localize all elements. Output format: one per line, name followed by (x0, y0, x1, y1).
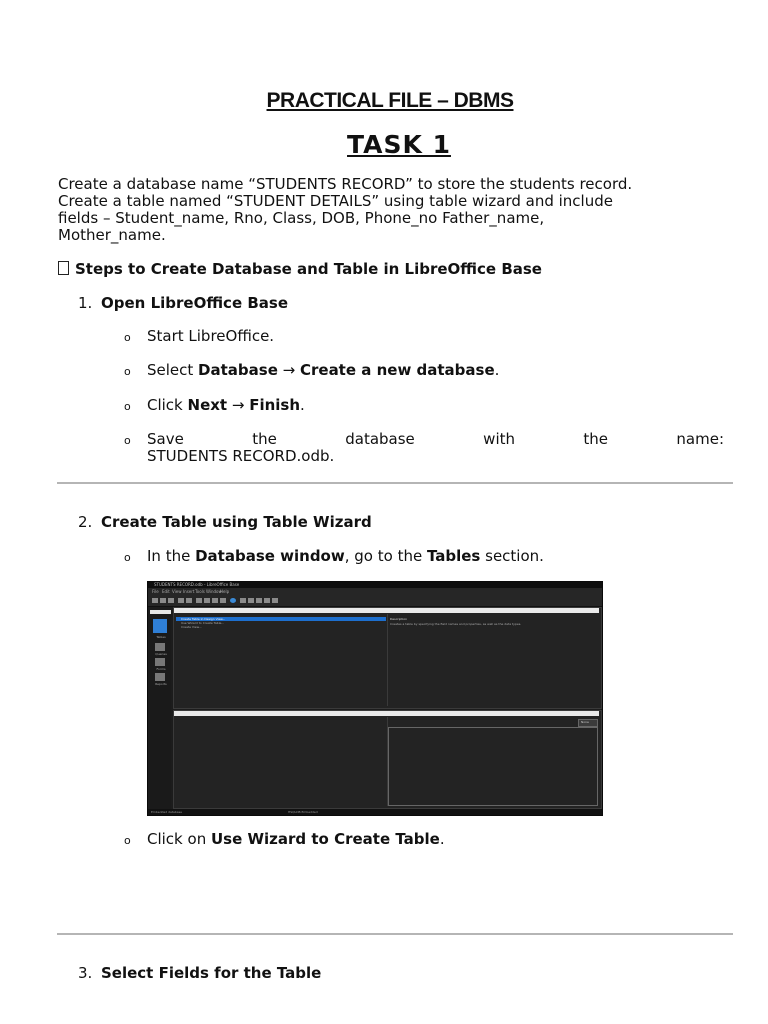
form-icon (220, 598, 226, 603)
description-label: Description (390, 617, 408, 621)
step-title-text: Select Fields for the Table (101, 964, 322, 982)
bullet-icon: o (124, 551, 131, 564)
step-number: 3. (78, 964, 93, 982)
bullet-icon: o (124, 331, 131, 344)
bullet-icon: o (124, 400, 131, 413)
new-icon (152, 598, 158, 603)
menu-item: Help (220, 589, 230, 594)
task-description (58, 176, 723, 244)
bullet-text: In the Database window, go to the Tables section. (147, 547, 544, 565)
missing-glyph-icon (58, 261, 69, 275)
open-icon (160, 598, 166, 603)
menu-item: Window (206, 589, 222, 594)
intro-line-3: fields – Student_name, Rno, Class, DOB, Phone_no Father_name, (58, 209, 545, 227)
bullet-text: Save the database with the name: STUDENTS RECORD.odb. (147, 430, 724, 465)
steps-heading-text: Steps to Create Database and Table in LibreOffice Base (75, 260, 542, 278)
window-title: STUDENTS RECORD.odb - LibreOffice Base (154, 582, 240, 587)
tasks-header (174, 608, 599, 613)
bullet-icon: o (124, 834, 131, 847)
task-item: Create Table in Design View... (181, 617, 226, 621)
objects-header (174, 711, 599, 716)
sort-asc-icon (204, 598, 210, 603)
left-pane-label: Tables (156, 635, 166, 639)
description-text: Creates a table by specifying the field names and properties, as well as the data types. (390, 622, 522, 626)
intro-line-4: Mother_name. (58, 226, 166, 244)
task-item: Use Wizard to Create Table... (181, 621, 225, 625)
step-1-title (78, 294, 288, 312)
left-pane-label: Reports (155, 682, 167, 686)
left-pane-label: Queries (155, 652, 167, 656)
bullet-icon: o (124, 365, 131, 378)
forms-icon (155, 658, 165, 666)
database-pane (150, 610, 171, 810)
pane-divider (387, 614, 388, 706)
save-icon (168, 598, 174, 603)
status-text: Embedded database (151, 810, 182, 814)
reports-icon (155, 673, 165, 681)
step-3-title (78, 964, 321, 982)
paste-icon (186, 598, 192, 603)
bullet-icon: o (124, 434, 131, 447)
tables-icon (153, 619, 167, 633)
sort-desc-icon (212, 598, 218, 603)
intro-line-1: Create a database name “STUDENTS RECORD” to store the students record. (58, 175, 633, 193)
view-icon (256, 598, 262, 603)
view-icon (272, 598, 278, 603)
step-title-text: Open LibreOffice Base (101, 294, 288, 312)
step-number: 2. (78, 513, 93, 531)
toolbar (148, 595, 602, 607)
intro-line-2: Create a table named “STUDENT DETAILS” using table wizard and include (58, 192, 613, 210)
preview-area (388, 727, 598, 806)
step-2-title (78, 513, 372, 531)
menu-bar (148, 588, 602, 595)
view-icon (264, 598, 270, 603)
copy-icon (178, 598, 184, 603)
status-text: HSQLDB Embedded (288, 810, 318, 814)
libreoffice-base-screenshot (147, 581, 603, 816)
left-pane-label: Forms (156, 667, 166, 671)
preview-dropdown-label: None (581, 720, 589, 724)
view-icon (248, 598, 254, 603)
task-title: TASK 1 (347, 130, 451, 159)
help-icon (230, 598, 236, 603)
page-title: PRACTICAL FILE – DBMS (266, 89, 514, 112)
bullet-text: Click Next → Finish. (147, 396, 305, 414)
menu-item: Insert (183, 589, 195, 594)
queries-icon (155, 643, 165, 651)
task-item: Create View... (181, 625, 202, 629)
steps-heading (58, 260, 542, 278)
bullet-text: Start LibreOffice. (147, 327, 275, 345)
bullet-text: Select Database → Create a new database. (147, 361, 500, 379)
menu-item: Edit (162, 589, 170, 594)
menu-item: View (172, 589, 182, 594)
step-number: 1. (78, 294, 93, 312)
bullet-text: Click on Use Wizard to Create Table. (147, 830, 445, 848)
pane-header (150, 610, 171, 614)
status-bar (148, 809, 602, 815)
menu-item: File (152, 589, 159, 594)
section-divider (57, 482, 733, 484)
step-title-text: Create Table using Table Wizard (101, 513, 372, 531)
section-divider (57, 933, 733, 935)
menu-item: Tools (195, 589, 205, 594)
sort-icon (196, 598, 202, 603)
view-icon (240, 598, 246, 603)
